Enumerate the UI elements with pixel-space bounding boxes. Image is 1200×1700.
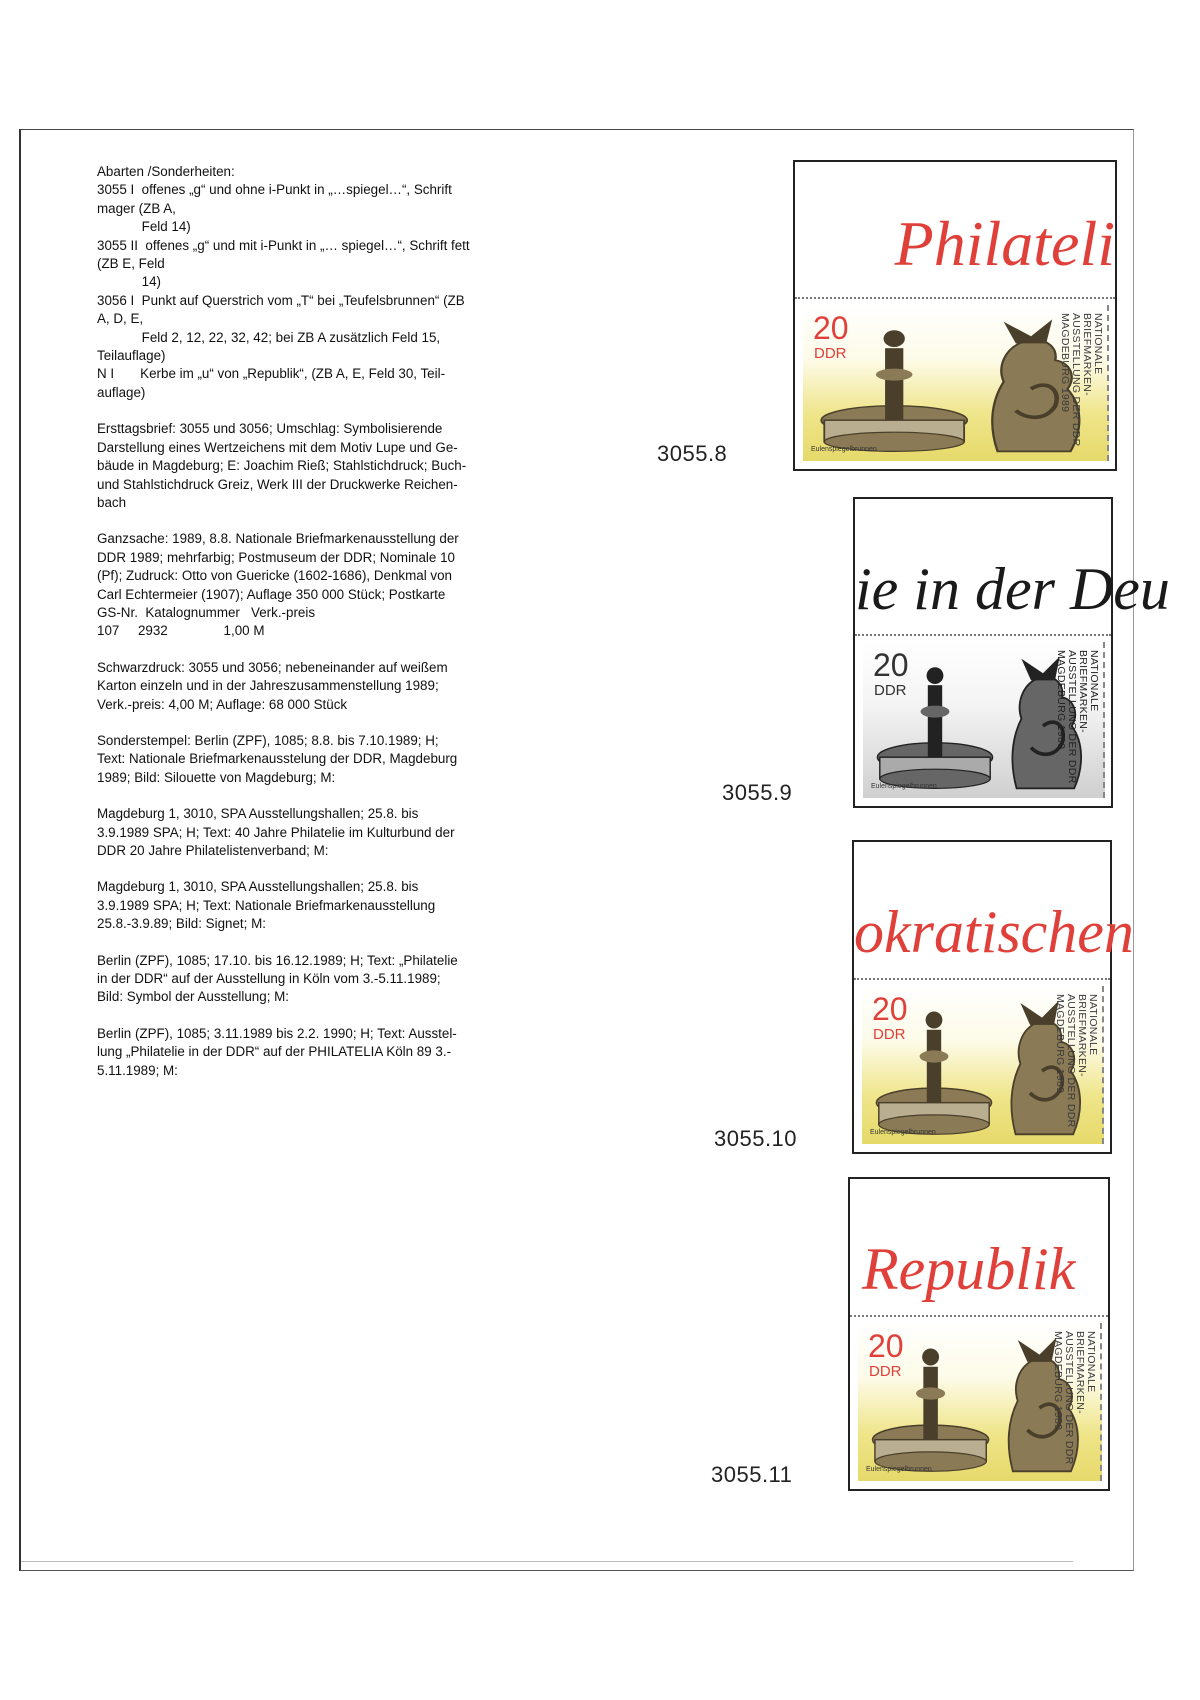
catalog-number-3055-9: 3055.9	[722, 780, 793, 805]
text-line: Schwarzdruck: 3055 und 3056; nebeneinander auf weißem	[97, 659, 448, 675]
text-line: Berlin (ZPF), 1085; 3.11.1989 bis 2.2. 1990; H; Text: Ausstel-	[97, 1025, 457, 1041]
text-line: Ersttagsbrief: 3055 und 3056; Umschlag: Symbolisierende	[97, 421, 443, 437]
stamp-value: 20	[872, 991, 908, 1027]
stamp-caption: Eulenspiegelbrunnen	[811, 446, 877, 453]
stamp-value: 20	[868, 1328, 904, 1364]
text-line: 107 2932 1,00 M	[97, 623, 265, 639]
margin-inscription: okratischen	[854, 899, 1134, 965]
stamp-image	[858, 1323, 1102, 1481]
text-line: N I Kerbe im „u“ von „Republik“, (ZB A, E, Feld 30, Teil-	[97, 366, 446, 382]
text-line: 3.9.1989 SPA; H; Text: 40 Jahre Philatelie im Kulturbund der	[97, 824, 455, 840]
text-line: 25.8.-3.9.89; Bild: Signet; M:	[97, 916, 266, 932]
text-line: auflage)	[97, 384, 146, 400]
text-line: 3056 I Punkt auf Querstrich vom „T“ bei „Teufelsbrunnen“ (ZB	[97, 292, 465, 308]
text-line: DDR 20 Jahre Philatelistenverband; M:	[97, 843, 329, 858]
sonderstempel-section	[97, 732, 559, 787]
text-line: Sonderstempel: Berlin (ZPF), 1085; 8.8. bis 7.10.1989; H;	[97, 732, 439, 748]
stamp-block-3055-9	[853, 497, 1170, 808]
text-line: Darstellung eines Wertzeichens mit dem Motiv Lupe und Ge-	[97, 439, 458, 455]
ganzsache-section	[97, 530, 559, 640]
text-line: Feld 2, 12, 22, 32, 42; bei ZB A zusätzlich Feld 15,	[97, 329, 441, 345]
catalog-number-3055-10: 3055.10	[714, 1126, 798, 1151]
text-line: Abarten /Sonderheiten:	[97, 164, 235, 179]
berlin-stamp-2-section	[97, 1025, 559, 1080]
stamp-image	[863, 642, 1105, 798]
magdeburg-stamp-1-section	[97, 805, 559, 860]
text-line: und Stahlstichdruck Greiz, Werk III der Druckwerke Reichen-	[97, 476, 458, 492]
catalog-number-3055-8: 3055.8	[657, 441, 728, 466]
stamp-country: DDR	[814, 345, 847, 362]
stamp-block-3055-10	[852, 840, 1134, 1154]
text-line: Feld 14)	[97, 219, 191, 235]
text-line: A, D, E,	[97, 311, 144, 327]
text-line: bach	[97, 494, 127, 510]
catalog-number-3055-11: 3055.11	[711, 1462, 793, 1487]
text-line: Karton einzeln und in der Jahreszusammenstellung 1989;	[97, 678, 439, 694]
ersttagsbrief-section	[97, 420, 559, 512]
text-line: Berlin (ZPF), 1085; 17.10. bis 16.12.1989; H; Text: „Philatelie	[97, 952, 458, 968]
text-line: DDR 1989; mehrfarbig; Postmuseum der DDR; Nominale 10	[97, 549, 455, 565]
text-line: 5.11.1989; M:	[97, 1062, 178, 1078]
stamp-block-3055-11	[848, 1177, 1110, 1491]
magdeburg-stamp-2-section	[97, 878, 559, 933]
text-line: 14)	[97, 274, 161, 290]
text-line: 3.9.1989 SPA; H; Text: Nationale Briefmarkenausstellung	[97, 897, 436, 913]
stamp-vertical-inscription: NATIONALE BRIEFMARKEN-AUSSTELLUNG DER DDR MAGDEBURG 1989	[1055, 650, 1100, 784]
text-line: Ganzsache: 1989, 8.8. Nationale Briefmarkenausstellung der	[97, 531, 459, 547]
stamp-image	[862, 986, 1104, 1144]
bottom-rule	[21, 1561, 1073, 1562]
perforation-line	[795, 297, 1115, 299]
stamp-country: DDR	[873, 1026, 906, 1043]
berlin-stamp-1-section	[97, 952, 559, 1007]
schwarzdruck-section	[97, 659, 559, 714]
text-line: in der DDR“ auf der Ausstellung in Köln vom 3.-5.11.1989;	[97, 971, 441, 987]
text-line: Carl Echtermeier (1907); Auflage 350 000 Stück; Postkarte	[97, 586, 446, 602]
text-line: 3055 I offenes „g“ und ohne i-Punkt in „…spiegel…“, Schrift	[97, 182, 452, 198]
text-line: lung „Philatelie in der DDR“ auf der PHILATELIA Köln 89 3.-	[97, 1044, 452, 1060]
text-line: Bild: Symbol der Ausstellung; M:	[97, 989, 290, 1005]
text-line: Magdeburg 1, 3010, SPA Ausstellungshallen; 25.8. bis	[97, 879, 419, 895]
text-line: mager (ZB A,	[97, 200, 176, 216]
description-column	[97, 163, 559, 1098]
margin-inscription: Philateli	[894, 208, 1115, 279]
stamp-vertical-inscription: NATIONALE BRIEFMARKEN-AUSSTELLUNG DER DDR MAGDEBURG 1989	[1059, 313, 1104, 447]
text-line: Magdeburg 1, 3010, SPA Ausstellungshallen; 25.8. bis	[97, 806, 419, 822]
stamp-caption: Eulenspiegelbrunnen	[870, 1129, 936, 1136]
text-line: 3055 II offenes „g“ und mit i-Punkt in „… spiegel…“, Schrift fett	[97, 237, 470, 253]
stamp-value: 20	[873, 647, 909, 683]
perforation-line	[850, 1315, 1108, 1317]
stamp-caption: Eulenspiegelbrunnen	[866, 1466, 932, 1473]
abarten-section	[97, 163, 559, 402]
text-line: Verk.-preis: 4,00 M; Auflage: 68 000 Stück	[97, 696, 348, 712]
stamp-vertical-inscription: NATIONALE BRIEFMARKEN-AUSSTELLUNG DER DDR MAGDEBURG 1989	[1054, 994, 1099, 1128]
margin-inscription: Republik	[862, 1236, 1076, 1302]
perforation-line	[855, 634, 1111, 636]
stamp-value: 20	[813, 310, 849, 346]
text-line: 1989; Bild: Silouette von Magdeburg; M:	[97, 769, 336, 785]
stamp-image	[803, 305, 1109, 461]
margin-inscription: ie in der Deu	[855, 556, 1170, 622]
text-line: (ZB E, Feld	[97, 256, 165, 272]
perforation-line	[854, 978, 1110, 980]
text-line: bäude in Magdeburg; E: Joachim Rieß; Stahlstichdruck; Buch-	[97, 458, 467, 474]
stamp-country: DDR	[869, 1363, 902, 1380]
text-line: GS-Nr. Katalognummer Verk.-preis	[97, 604, 316, 620]
stamp-caption: Eulenspiegelbrunnen	[871, 783, 937, 790]
text-line: Teilauflage)	[97, 348, 166, 364]
text-line: Text: Nationale Briefmarkenausstelung der DDR, Magdeburg	[97, 751, 458, 767]
text-line: (Pf); Zudruck: Otto von Guericke (1602-1686), Denkmal von	[97, 568, 453, 584]
stamp-block-3055-8	[793, 160, 1117, 471]
stamp-country: DDR	[874, 682, 907, 699]
stamp-vertical-inscription: NATIONALE BRIEFMARKEN-AUSSTELLUNG DER DDR MAGDEBURG 1989	[1052, 1331, 1097, 1465]
